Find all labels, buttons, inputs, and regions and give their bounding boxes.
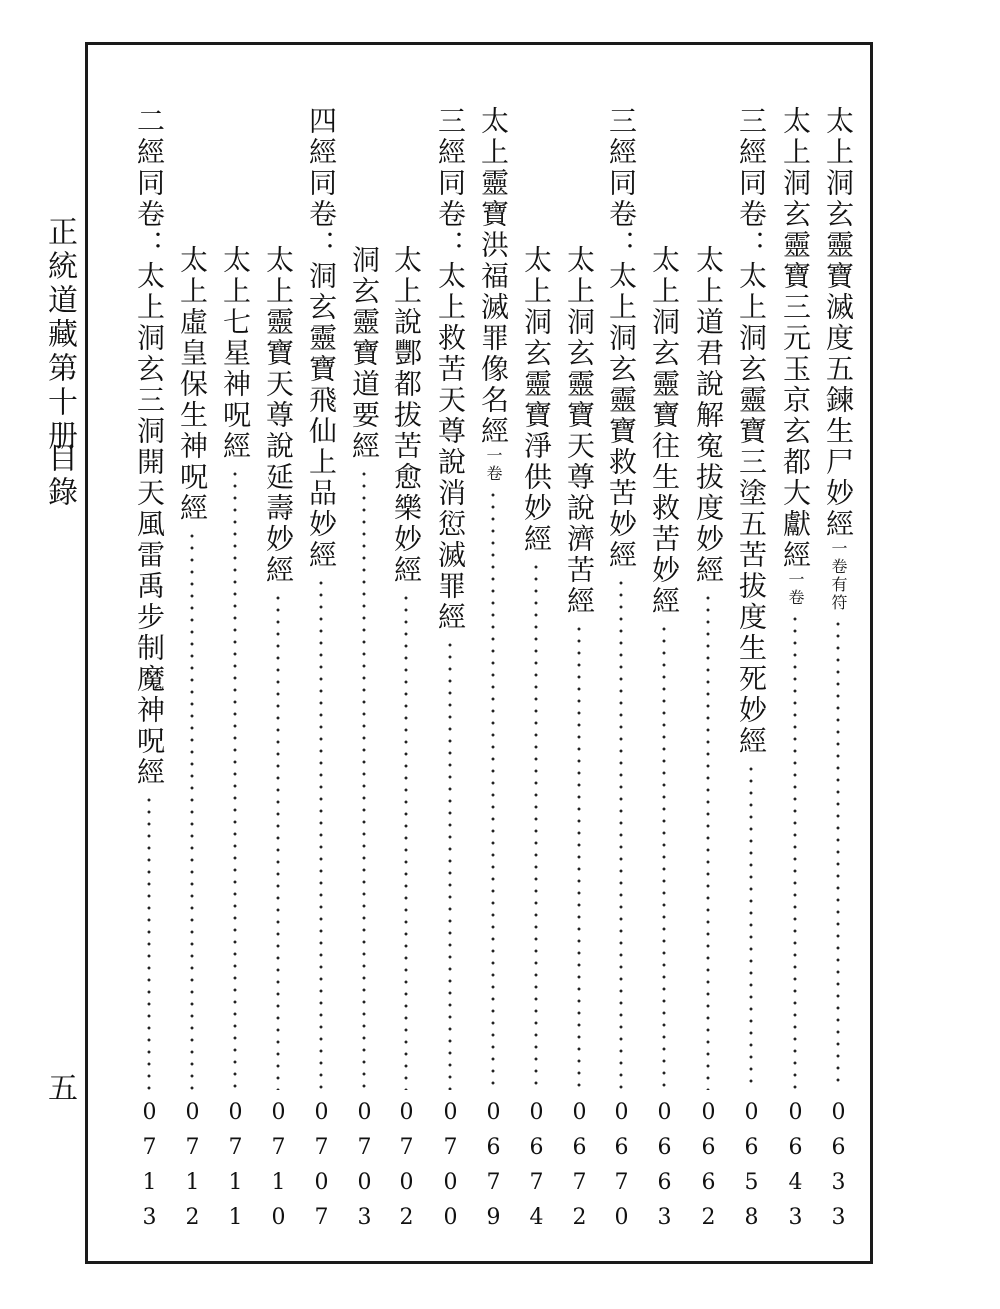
toc-entry [217,245,253,1240]
leader-dots [793,613,797,1090]
entry-title-text: 四經同卷：洞玄靈寶飛仙上品妙經 [305,106,338,571]
leader-dots [319,577,323,1090]
entry-page-number: 0679 [481,1100,506,1240]
entry-title [131,106,167,788]
entry-title [346,245,382,462]
leader-dots [147,794,151,1090]
toc-entry [303,106,339,1240]
leader-dots [404,592,408,1090]
section-label: 目錄 [42,442,77,510]
entry-page-number: 0711 [223,1100,248,1240]
entry-page-number: 0712 [180,1100,205,1240]
leader-dots [448,639,452,1090]
leader-dots [749,763,753,1090]
leader-dots [662,623,666,1090]
leader-dots [190,530,194,1090]
entry-title [174,245,210,524]
toc-entry [820,106,856,1240]
entry-title-text: 太上洞玄靈寶滅度五鍊生尸妙經 [822,106,855,540]
toc-entry [561,245,597,1240]
entry-page-number: 0674 [524,1100,549,1240]
toc-entry [260,245,296,1240]
entry-title [733,106,769,757]
toc-entry [603,106,639,1240]
entry-title [646,245,682,617]
entry-title-text: 三經同卷：太上洞玄靈寶三塗五苦拔度生死妙經 [735,106,768,757]
entry-title [690,245,726,586]
entry-page-number: 0707 [309,1100,334,1240]
entry-title [820,106,856,612]
page-number: 五 [42,1072,77,1102]
entry-page-number: 0700 [438,1100,463,1240]
leader-dots [619,577,623,1090]
entry-title-text: 太上洞玄靈寶往生救苦妙經 [648,245,681,617]
entry-page-number: 0633 [826,1100,851,1240]
entry-title-text: 太上洞玄靈寶淨供妙經 [520,245,553,555]
leader-dots [233,468,237,1090]
entry-title [260,245,296,586]
leader-dots [836,618,840,1090]
toc-entry [777,106,813,1240]
toc-entry [518,245,554,1240]
entry-title-text: 太上靈寶天尊說延壽妙經 [262,245,295,586]
entry-title-text: 太上道君說解寃拔度妙經 [692,245,725,586]
toc-entry [690,245,726,1240]
entry-page-number: 0663 [652,1100,677,1240]
entry-title-text: 三經同卷：太上洞玄靈寶救苦妙經 [605,106,638,571]
entry-title-text: 太上洞玄靈寶三元玉京玄都大獻經 [779,106,812,571]
toc-entry [131,106,167,1240]
leader-dots [534,561,538,1090]
entry-page-number: 0713 [137,1100,162,1240]
leader-dots [362,468,366,1090]
entry-title [217,245,253,462]
toc-entry [475,106,511,1240]
toc-entry [733,106,769,1240]
entry-page-number: 0710 [266,1100,291,1240]
toc-entry [346,245,382,1240]
entry-title-text: 太上靈寶洪福滅罪像名經 [477,106,510,447]
entry-title-text: 洞玄靈寶道要經 [348,245,381,462]
toc-entry [174,245,210,1240]
leader-dots [491,489,495,1090]
entry-title [603,106,639,571]
entry-title [303,106,339,571]
toc-entry [646,245,682,1240]
entry-title [388,245,424,586]
entry-page-number: 0643 [783,1100,808,1240]
entry-title-text: 二經同卷：太上洞玄三洞開天風雷禹步制魔神呪經 [133,106,166,788]
entry-title [518,245,554,555]
toc-entry [388,245,424,1240]
toc-entry [432,106,468,1240]
leader-dots [577,623,581,1090]
entry-title [777,106,813,607]
entry-page-number: 0703 [352,1100,377,1240]
entry-title [432,106,468,633]
leader-dots [276,592,280,1090]
entry-title-text: 三經同卷：太上救苦天尊說消愆滅罪經 [434,106,467,633]
entry-note: 一卷 [786,571,805,607]
volume-title: 正統道藏第十册 [42,216,77,454]
entry-title [561,245,597,617]
entry-page-number: 0702 [394,1100,419,1240]
entry-page-number: 0670 [609,1100,634,1240]
entry-title [475,106,511,483]
leader-dots [706,592,710,1090]
entry-note: 一卷 [484,447,503,483]
entry-title-text: 太上說酆都拔苦愈樂妙經 [390,245,423,586]
entry-page-number: 0658 [739,1100,764,1240]
entry-page-number: 0672 [567,1100,592,1240]
entry-note: 一卷有符 [829,540,848,612]
entry-title-text: 太上七星神呪經 [219,245,252,462]
entry-page-number: 0662 [696,1100,721,1240]
entry-title-text: 太上虛皇保生神呪經 [176,245,209,524]
entry-title-text: 太上洞玄靈寶天尊說濟苦經 [563,245,596,617]
